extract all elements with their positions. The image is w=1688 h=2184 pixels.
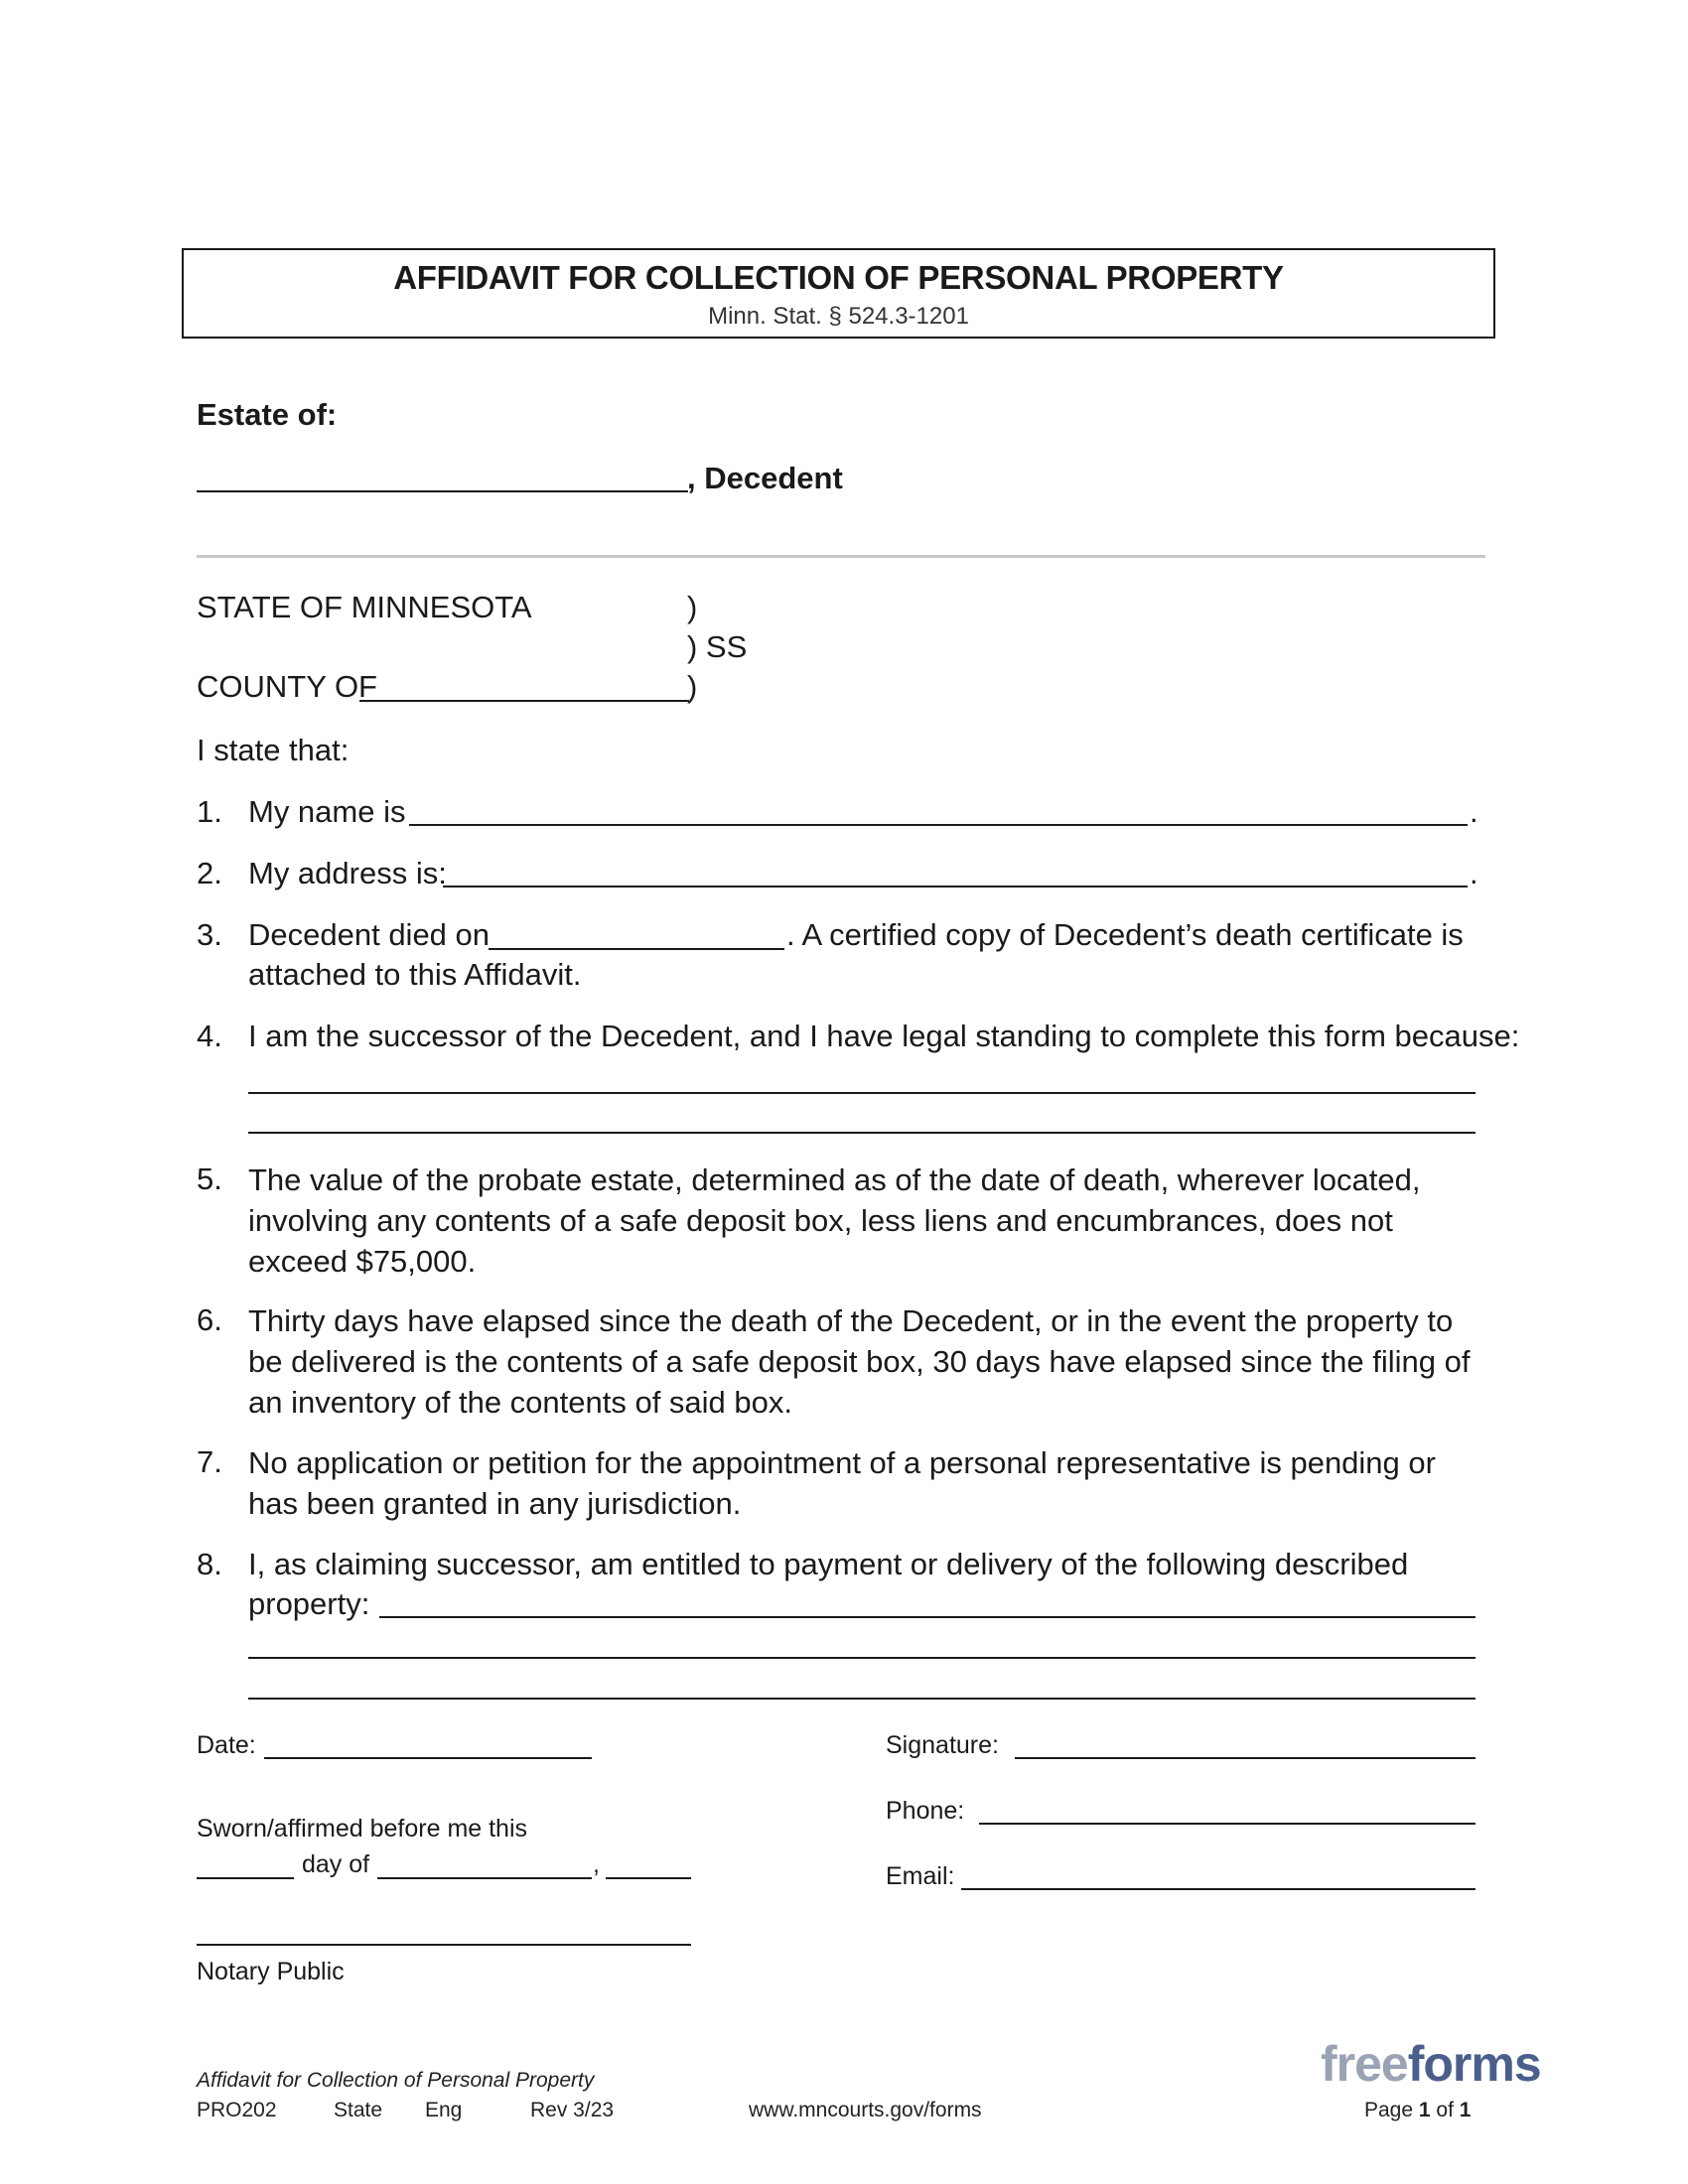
venue-paren-1: ) (687, 590, 698, 624)
page-current: 1 (1418, 2099, 1431, 2121)
comma: , (593, 1850, 600, 1878)
item-number: 3. (197, 917, 222, 952)
item-3-text: . A certified copy of Decedent’s death certificate is (786, 917, 1464, 952)
notary-label: Notary Public (197, 1958, 345, 1985)
signature-label: Signature: (886, 1731, 999, 1759)
standing-field-line-2[interactable] (248, 1132, 1476, 1134)
signature-field[interactable] (1015, 1757, 1476, 1759)
item-8-text-cont: property: (248, 1586, 370, 1621)
item-8-text: I, as claiming successor, am entitled to payment or delivery of the following described (248, 1547, 1409, 1581)
date-of-death-field[interactable] (489, 948, 784, 950)
property-field-line-1[interactable] (379, 1616, 1476, 1618)
logo-part-free: free (1321, 2036, 1408, 2092)
page-label: Page (1364, 2099, 1414, 2121)
item-number: 7. (197, 1444, 222, 1479)
phone-label: Phone: (886, 1797, 965, 1825)
name-field[interactable] (409, 824, 1468, 826)
title-box (182, 248, 1495, 339)
decedent-label: , Decedent (687, 461, 843, 495)
item-1-label: My name is (248, 794, 406, 829)
item-number: 8. (197, 1547, 222, 1581)
footer-jurisdiction: State (334, 2099, 383, 2121)
item-2-label: My address is: (248, 856, 447, 890)
footer-form-code: PRO202 (197, 2099, 277, 2121)
date-field[interactable] (264, 1757, 592, 1759)
item-number: 2. (197, 856, 222, 890)
period: . (1470, 794, 1478, 829)
county-label: COUNTY OF (197, 669, 377, 704)
item-4-text: I am the successor of the Decedent, and I have legal standing to complete this form because: (248, 1019, 1520, 1053)
standing-field-line-1[interactable] (248, 1092, 1476, 1094)
form-title: AFFIDAVIT FOR COLLECTION OF PERSONAL PROPERTY (393, 259, 1284, 296)
day-of-label: day of (302, 1850, 370, 1878)
footer-revision: Rev 3/23 (530, 2099, 615, 2121)
item-number: 4. (197, 1019, 222, 1053)
item-number: 1. (197, 794, 222, 829)
phone-field[interactable] (979, 1823, 1476, 1825)
sworn-label: Sworn/affirmed before me this (197, 1815, 528, 1843)
freeforms-logo (1321, 2035, 1541, 2093)
logo-part-forms: forms (1407, 2036, 1541, 2092)
venue-ss: ) SS (687, 629, 748, 664)
period: . (1470, 856, 1478, 890)
item-5-text: The value of the probate estate, determined as of the date of death, wherever located, involving any contents of a safe deposit box, less liens and encumbrances, does not exceed $75,000. (248, 1162, 1421, 1279)
sworn-month-field[interactable] (377, 1877, 592, 1879)
footer-language: Eng (425, 2099, 463, 2121)
footer-form-title: Affidavit for Collection of Personal Property (197, 2069, 595, 2092)
statute-reference: Minn. Stat. § 524.3-1201 (708, 303, 969, 330)
state-label: STATE OF MINNESOTA (197, 590, 532, 624)
sworn-day-field[interactable] (197, 1877, 294, 1879)
item-7-text: No application or petition for the appointment of a personal representative is pending or has been granted in any jurisdiction. (248, 1445, 1436, 1521)
footer-url[interactable]: www.mncourts.gov/forms (749, 2099, 982, 2121)
footer-page-number (1364, 2097, 1471, 2124)
decedent-name-field[interactable] (197, 490, 688, 492)
item-3-text-cont: attached to this Affidavit. (248, 957, 582, 992)
section-divider (197, 555, 1485, 558)
item-number: 6. (197, 1302, 222, 1337)
of-label: of (1436, 2099, 1454, 2121)
property-field-line-3[interactable] (248, 1698, 1476, 1700)
property-field-line-2[interactable] (248, 1657, 1476, 1659)
item-3-label: Decedent died on (248, 917, 491, 952)
page-total: 1 (1459, 2099, 1472, 2121)
venue-paren-3: ) (687, 669, 698, 704)
estate-label: Estate of: (197, 397, 338, 432)
county-field[interactable] (359, 700, 689, 702)
email-field[interactable] (961, 1888, 1476, 1890)
email-label: Email: (886, 1862, 955, 1890)
sworn-year-field[interactable] (606, 1877, 691, 1879)
address-field[interactable] (443, 886, 1468, 887)
item-6-text: Thirty days have elapsed since the death of the Decedent, or in the event the property to be delivered is the contents of a safe deposit box, 30 days have elapsed since the filing of an inventory of the contents of said box. (248, 1303, 1471, 1420)
notary-signature-field[interactable] (197, 1944, 691, 1946)
intro-text: I state that: (197, 733, 350, 767)
item-number: 5. (197, 1161, 222, 1196)
date-label: Date: (197, 1731, 256, 1759)
